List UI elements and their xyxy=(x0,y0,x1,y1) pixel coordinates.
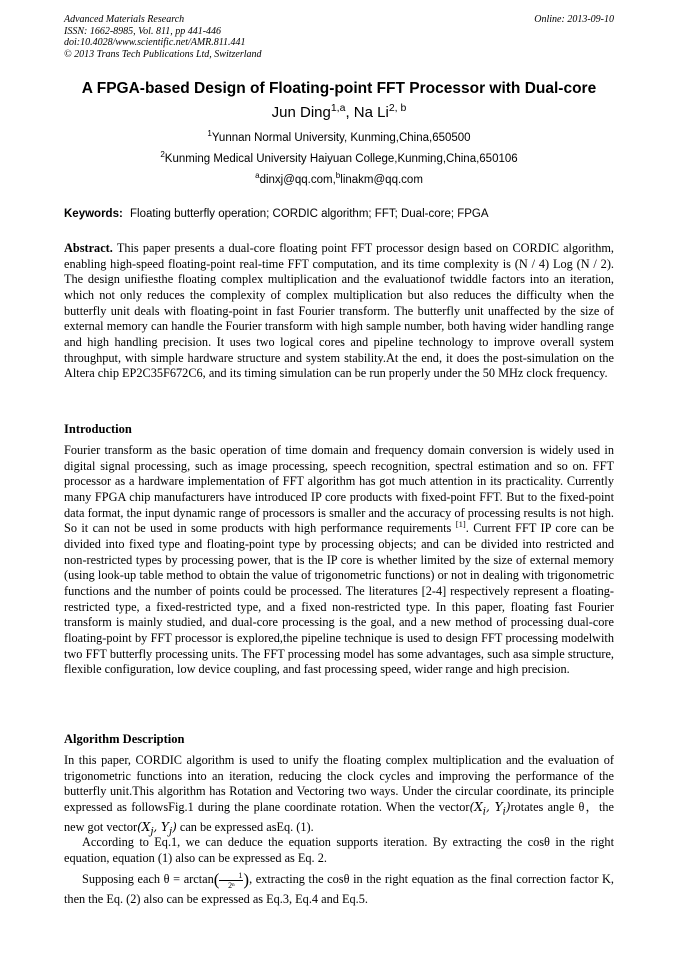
algorithm-paragraph-2: According to Eq.1, we can deduce the equation supports iteration. By extracting the cosθ in the right equation, equation (1) also can be expressed as Eq. 2. xyxy=(64,835,614,865)
issn: ISSN: 1662-8985, Vol. 811, pp 441-446 xyxy=(64,25,222,37)
author-name: Na Li xyxy=(353,104,389,121)
author-affiliation-mark: 1,a xyxy=(330,102,346,114)
keywords-label: Keywords: xyxy=(64,208,123,220)
email-link[interactable]: dinxj@qq.com, xyxy=(259,174,336,186)
author-affiliation-mark: 2, b xyxy=(388,102,407,114)
section-heading-algorithm: Algorithm Description xyxy=(64,732,185,746)
keywords xyxy=(64,208,489,220)
keywords-text: Floating butterfly operation; CORDIC algorithm; FFT; Dual-core; FPGA xyxy=(130,208,489,220)
author-emails: $^a$dinxj@qq.com,$^b$linakm@qq.com xyxy=(255,171,423,186)
abstract xyxy=(64,241,614,382)
vector-xj-yj: ($X_j$, $Y_j$) xyxy=(137,820,177,838)
copyright: © 2013 Trans Tech Publications Ltd, Switzerland xyxy=(64,48,262,60)
vector-xi-yi: ($X_i$, $Y_i$) xyxy=(469,799,511,818)
fraction-1-over-2n: $\frac{1}{\text{2ⁿ}}$ xyxy=(219,871,243,890)
doi: doi:10.4028/www.scientific.net/AMR.811.441 xyxy=(64,37,246,48)
abstract-text: This paper presents a dual-core floating point FFT processor design based on CORDIC algorithm, enabling high-speed floating-point real-time FFT computation, and its time complexity is (N / 4) Log (N / 2). The design unifiesthe floating complex multiplication and the evaluationof twiddle factors into an iteration, which not only reduces the complexity of complex multiplication but also reduces the difficulty when the butterfly unit deals with floating-point in fast Fourier transform. The butterfly unit unaffected by the size of external memory can handle the Fourier transform with high sample number, both having wider handling range and high handling precision. It uses two logical cores and pipeline technology to improve overall system throughput, with simple hardware structure and system stability.At the end, it does the post-simulation on the Altera chip EP2C35F672C6, and its timing simulation can be run properly under the 50 MHz clock frequency. xyxy=(64,241,614,381)
affiliation-2: $^2$Kunming Medical University Haiyuan College,Kunming,China,650106 xyxy=(160,150,518,165)
algorithm-paragraph-1: In this paper, CORDIC algorithm is used to unify the floating complex multiplication and the evaluation of trigonometric functions into an iteration, reducing the clock cycles and improving the performance of the butterfly unit.This algorithm has Rotation and Vectoring two ways. Under the circular coordinate, its principle expressed as followsFig.1 during the plane coordinate rotation. When the $vector(X_i$, $Y_i)rotates$ angle θ，the new got $vector(X_j$, $Y_j$) can be expressed asEq. (1). xyxy=(64,753,614,838)
email-link[interactable]: linakm@qq.com xyxy=(340,174,423,186)
section-heading-introduction: Introduction xyxy=(64,422,132,436)
citation-ref[interactable]: [1] xyxy=(455,519,466,530)
journal-header xyxy=(64,14,262,60)
paper-title: A FPGA-based Design of Floating-point FFT Processor with Dual-core xyxy=(81,80,597,97)
journal-name: Advanced Materials Research xyxy=(64,14,185,25)
author-name: Jun Ding xyxy=(271,104,331,121)
algorithm-paragraph-3: Supposing each θ = arctan( $\frac{1}{\text{2ⁿ}}$), extracting the cosθ in the right equation as the final correction factor K, then the Eq. (2) also can be expressed as Eq.3, Eq.4 and Eq.5. xyxy=(64,870,614,906)
online-date: Online: 2013-09-10 xyxy=(534,14,614,25)
abstract-label: Abstract. xyxy=(64,241,113,255)
introduction-paragraph: Fourier transform as the basic operation of time domain and frequency domain conversion is widely used in digital signal processing, such as image processing, speech recognition, spectral estimation and so on. FFT processor as a hardware implementation of FFT algorithm has got much attention in its practicality. Currently many FPGA chip manufacturers have introduced IP core products with fixed-point FFT. But to the fixed-point data format, the input dynamic range of processors is smaller and the accuracy of processing results is not high. So it can not be used in some products with high performance requirements [1]. Current FFT IP core can be divided into fixed type and floating-point type by processing objects; and can be divided into restricted and non-restricted types by processing power, that is the IP core is whether limited by the size of external memory (using look-up table method to obtain the value of trigonometric functions) or not in dealing with trigonometric functions and the number of points could be processed. The literatures [2-4] respectively represent a floating-restricted type, a fixed-restricted type, and a fixed non-restricted type. In this paper, floating fast Fourier transform is mainly studied, and dual-core processing is the goal, and a new method of processing dual-core floating-point by FFT processor is explored,the pipeline technique is used to design FFT processing modelwith two FFT butterfly processing units. The FFT processing model has some advantages, such asa simple structure, flexible configuration, low device coupling, and fast processing speed, wider range and high precision. xyxy=(64,443,614,677)
affiliation-1: $^1$Yunnan Normal University, Kunming,China,650500 xyxy=(207,129,471,144)
author-list: Jun Ding$^{1,a}$, Na Li$^{2, b}$ xyxy=(271,102,407,121)
